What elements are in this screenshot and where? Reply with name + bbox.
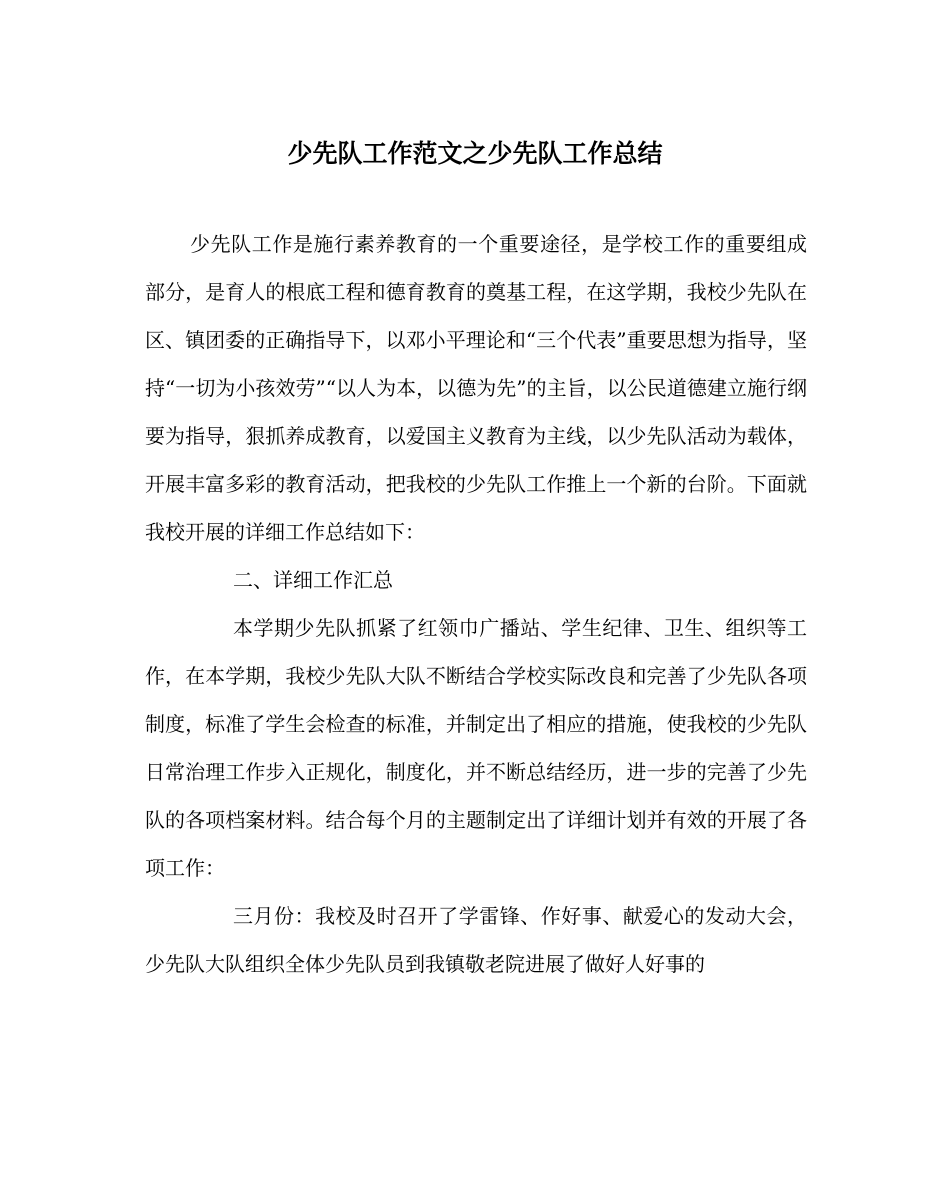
- document-title: 少先队工作范文之少先队工作总结: [287, 139, 663, 168]
- paragraph-march: 三月份：我校及时召开了学雷锋、作好事、献爱心的发动大会，少先队大队组织全体少先队员到我镇敬老院进展了做好人好事的: [145, 904, 807, 976]
- paragraph-work-summary: 本学期少先队抓紧了红领巾广播站、学生纪律、卫生、组织等工作，在本学期，我校少先队大队不断结合学校实际改良和完善了少先队各项制度，标准了学生会检查的标准，并制定出了相应的措施，使我校的少先队日常治理工作步入正规化，制度化，并不断总结经历，进一步的完善了少先队的各项档案材料。结合每个月的主题制定出了详细计划并有效的开展了各项工作：: [145, 616, 807, 880]
- section-heading: 二、详细工作汇总: [233, 568, 393, 592]
- document-body: [145, 220, 807, 988]
- paragraph-intro: 少先队工作是施行素养教育的一个重要途径，是学校工作的重要组成部分，是育人的根底工程和德育教育的奠基工程，在这学期，我校少先队在区、镇团委的正确指导下，以邓小平理论和“三个代表”重要思想为指导，坚持“一切为小孩效劳”“以人为本，以德为先”的主旨，以公民道德建立施行纲要为指导，狠抓养成教育，以爱国主义教育为主线，以少先队活动为载体，开展丰富多彩的教育活动，把我校的少先队工作推上一个新的台阶。下面就我校开展的详细工作总结如下：: [145, 232, 807, 544]
